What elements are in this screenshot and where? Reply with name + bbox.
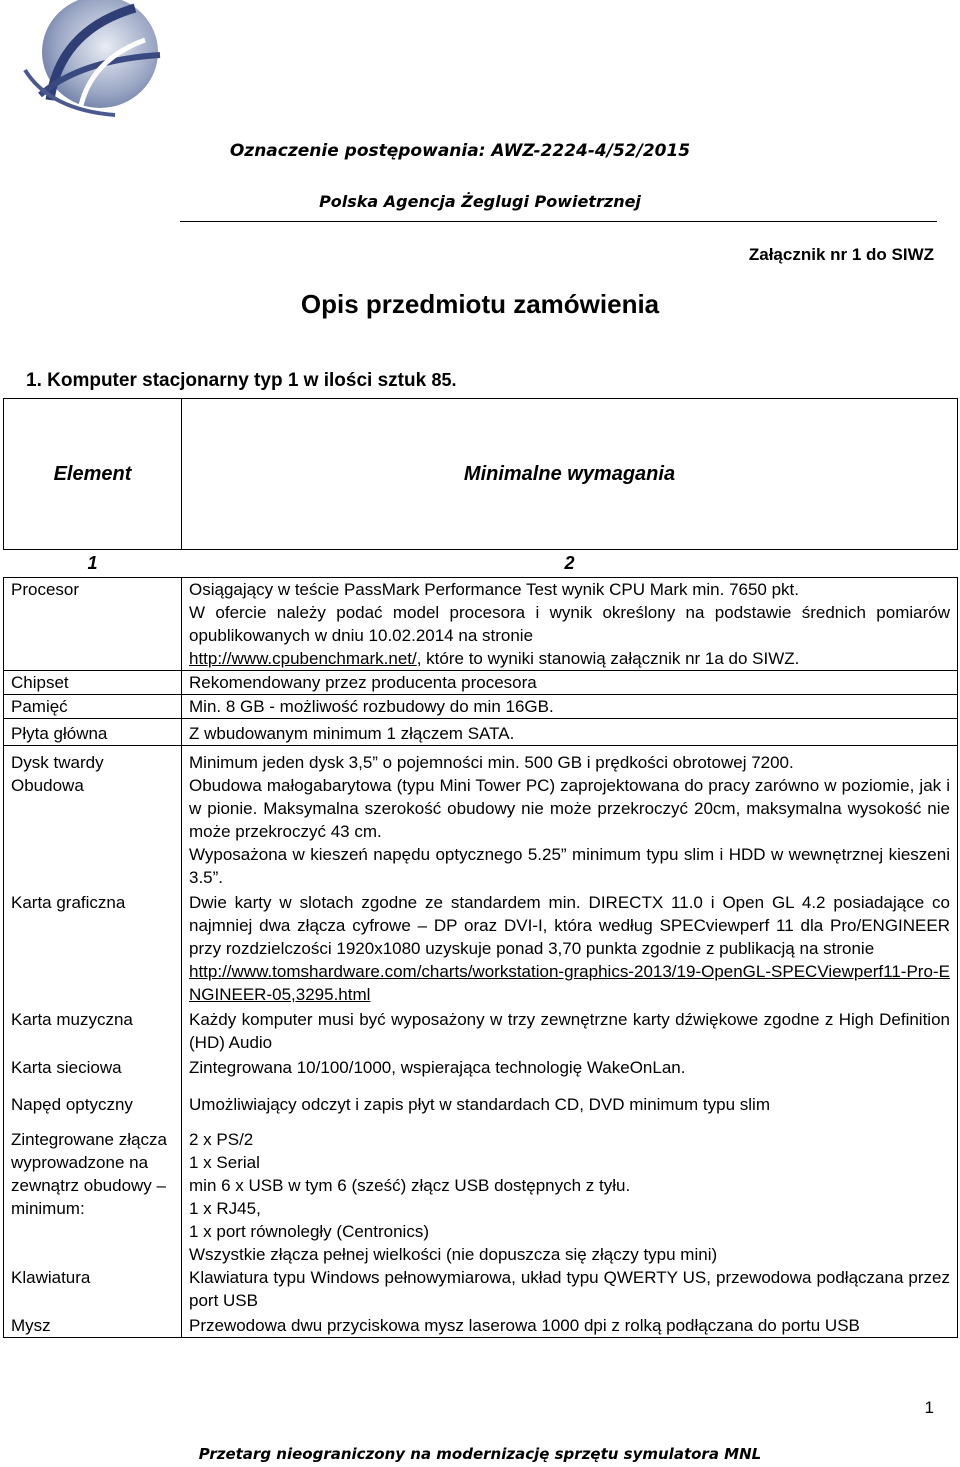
table-row [4, 1128, 958, 1266]
header-divider [180, 221, 937, 222]
row-element-cpu: Procesor [4, 578, 182, 671]
row-element-hdd: Dysk twardy [4, 746, 182, 775]
agency-name: Polska Agencja Żeglugi Powietrznej [319, 192, 641, 211]
row-element-optical: Napęd optyczny [4, 1090, 182, 1128]
section-heading-text: 1. Komputer stacjonarny typ 1 w ilości sztuk [26, 370, 427, 391]
page-number: 1 [924, 1398, 934, 1417]
row-requirement: Z wbudowanym minimum 1 złączem SATA. [182, 719, 958, 746]
table-row [4, 746, 958, 775]
agency-logo [20, 0, 170, 118]
row-requirement: Klawiatura typu Windows pełnowymiarowa, układ typu QWERTY US, przewodowa podłączana przez port USB [182, 1266, 958, 1312]
table-row [4, 1312, 958, 1338]
column-header-requirements: Minimalne wymagania [182, 399, 958, 550]
row-requirement: Min. 8 GB - możliwość rozbudowy do min 16GB. [182, 695, 958, 719]
table-row [4, 719, 958, 746]
footer-text: Przetarg nieograniczony na modernizację sprzętu symulatora MNL [198, 1445, 762, 1463]
table-row [4, 695, 958, 719]
row-element-keyboard: Klawiatura [4, 1266, 182, 1312]
section-heading [26, 370, 456, 392]
table-row [4, 1054, 958, 1090]
procedure-reference [0, 141, 920, 161]
annex-label: Załącznik nr 1 do SIWZ [748, 245, 934, 264]
document-title: Opis przedmiotu zamówienia [300, 289, 660, 319]
row-requirement: Osiągający w teście PassMark Performance Test wynik CPU Mark min. 7650 pkt. W ofercie należy podać model procesora i wynik określony na podstawie średnich pomiarów opublikowanych w dniu 10.02.2014 na stronie http://www.cpubenchmark.net/, które to wyniki stanowią załącznik nr 1a do SIWZ. [182, 578, 958, 671]
table-row [4, 774, 958, 889]
row-requirement: Zintegrowana 10/100/1000, wspierająca technologię WakeOnLan. [182, 1054, 958, 1090]
row-element-motherboard: Płyta główna [4, 719, 182, 746]
section-count: 85. [431, 370, 457, 390]
column-number: 1 [87, 553, 98, 573]
row-element-gpu: Karta graficzna [4, 889, 182, 1006]
row-requirement: Przewodowa dwu przyciskowa mysz laserowa 1000 dpi z rolką podłączana do portu USB [182, 1312, 958, 1338]
table-row [4, 1006, 958, 1054]
row-requirement: Dwie karty w slotach zgodne ze standardem min. DIRECTX 11.0 i Open GL 4.2 posiadające co najmniej dwa złącza cyfrowe – DP oraz DVI-I, która według SPECviewperf 11 dla Pro/ENGINEER przy rozdzielczości 1920x1080 uzyskuje ponad 3,70 punkta zgodnie z publikacją na stronie http://www.tomshardware.com/charts/workstation-graphics-2013/19-OpenGL-SPECViewperf11-Pro-ENGINEER-05,3295.html [182, 889, 958, 1006]
row-requirement: Obudowa małogabarytowa (typu Mini Tower PC) zaprojektowana do pracy zarówno w poziomie, jak i w pionie. Maksymalna szerokość obudowy nie może przekroczyć 20cm, maksymalna wysokość nie może przekroczyć 43 cm. Wyposażona w kieszeń napędu optycznego 5.25” minimum typu slim i HDD w wewnętrznej kieszeni 3.5”. [182, 774, 958, 889]
table-row [4, 889, 958, 1006]
table-header-row [4, 399, 958, 550]
table-row [4, 1266, 958, 1312]
row-requirement: Każdy komputer musi być wyposażony w trzy zewnętrzne karty dźwiękowe zgodne z High Definition (HD) Audio [182, 1006, 958, 1054]
row-element-ports: Zintegrowane złącza wyprowadzone na zewnątrz obudowy – minimum: [4, 1128, 182, 1266]
row-requirement: Umożliwiający odczyt i zapis płyt w standardach CD, DVD minimum typu slim [182, 1090, 958, 1128]
column-number: 2 [564, 553, 575, 573]
table-row [4, 671, 958, 695]
table-row [4, 1090, 958, 1128]
column-header-element: Element [4, 399, 182, 550]
requirements-table [3, 398, 958, 1338]
row-element-sound: Karta muzyczna [4, 1006, 182, 1054]
tomshardware-link[interactable]: http://www.tomshardware.com/charts/workstation-graphics-2013/19-OpenGL-SPECViewperf11-Pro-ENGINEER-05,3295.html [189, 962, 950, 1004]
column-number-row [4, 550, 958, 578]
row-element-memory: Pamięć [4, 695, 182, 719]
procedure-label: Oznaczenie postępowania: [229, 141, 486, 161]
row-element-mouse: Mysz [4, 1312, 182, 1338]
cpubenchmark-link[interactable]: http://www.cpubenchmark.net/ [189, 649, 417, 668]
row-element-case: Obudowa [4, 774, 182, 889]
row-element-chipset: Chipset [4, 671, 182, 695]
row-requirement: Minimum jeden dysk 3,5” o pojemności min. 500 GB i prędkości obrotowej 7200. [182, 746, 958, 775]
row-requirement: Rekomendowany przez producenta procesora [182, 671, 958, 695]
row-requirement: 2 x PS/2 1 x Serial min 6 x USB w tym 6 (sześć) złącz USB dostępnych z tyłu. 1 x RJ45, 1 x port równoległy (Centronics) Wszystkie złącza pełnej wielkości (nie dopuszcza się złączy typu mini) [182, 1128, 958, 1266]
procedure-code: AWZ-2224-4/52/2015 [491, 141, 691, 161]
row-element-network: Karta sieciowa [4, 1054, 182, 1090]
table-row [4, 578, 958, 671]
